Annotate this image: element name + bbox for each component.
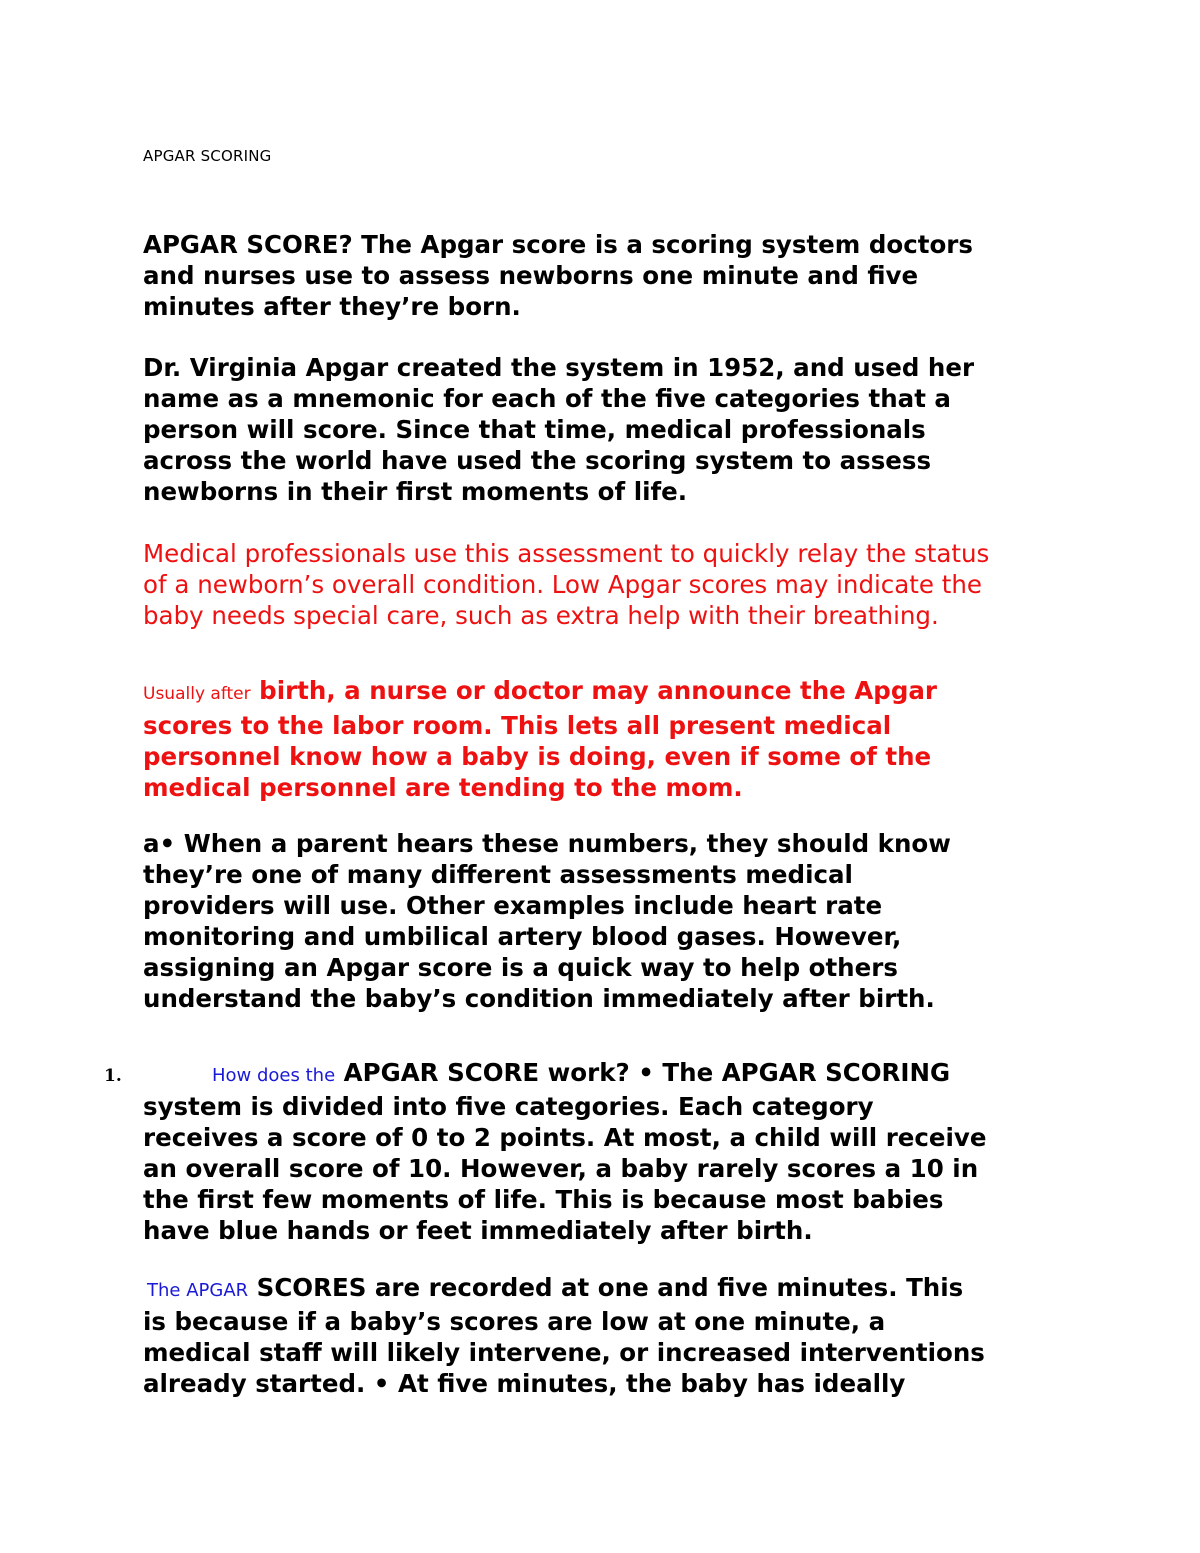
lead-text: Usually after <box>143 684 251 704</box>
line-text: APGAR SCORE work? • The APGAR SCORING <box>335 1058 951 1087</box>
text-line: system is divided into five categories. Each category <box>143 1092 874 1121</box>
paragraph-medical-professionals <box>143 538 1073 631</box>
text-line: an overall score of 10. However, a baby rarely scores a 10 in <box>143 1154 979 1183</box>
text-line: name as a mnemonic for each of the five categories that a <box>143 384 951 413</box>
text-line: minutes after they’re born. <box>143 292 521 321</box>
line-text: birth, a nurse or doctor may announce the Apgar <box>250 676 937 705</box>
text-line: baby needs special care, such as extra help with their breathing. <box>143 601 939 630</box>
text-line: personnel know how a baby is doing, even if some of the <box>143 742 932 771</box>
text-line: across the world have used the scoring system to assess <box>143 446 932 475</box>
text-line: Dr. Virginia Apgar created the system in 1952, and used her <box>143 353 975 382</box>
text-line: of a newborn’s overall condition. Low Apgar scores may indicate the <box>143 570 982 599</box>
text-line <box>143 675 1073 710</box>
text-line: have blue hands or feet immediately after birth. <box>143 1216 813 1245</box>
list-number: 1. <box>104 1066 122 1086</box>
paragraph-apgar-score-intro <box>143 229 1073 322</box>
paragraph-announce-scores <box>143 675 1073 803</box>
text-line: a• When a parent hears these numbers, they should know <box>143 829 951 858</box>
paragraph-scores-recorded <box>143 1272 1073 1399</box>
paragraph-virginia-apgar <box>143 352 1073 507</box>
text-line: and nurses use to assess newborns one minute and five <box>143 261 919 290</box>
lead-text: The APGAR <box>147 1280 249 1301</box>
line-text: SCORES are recorded at one and five minutes. This <box>248 1273 964 1302</box>
lead-text: How does the <box>212 1065 336 1086</box>
text-line: they’re one of many different assessments medical <box>143 860 853 889</box>
text-line: assigning an Apgar score is a quick way to help others <box>143 953 898 982</box>
text-line: person will score. Since that time, medical professionals <box>143 415 926 444</box>
text-line: monitoring and umbilical artery blood gases. However, <box>143 922 902 951</box>
text-line: the first few moments of life. This is because most babies <box>143 1185 944 1214</box>
document-title: APGAR SCORING <box>143 147 272 165</box>
text-line: providers will use. Other examples include heart rate <box>143 891 883 920</box>
list-item-how-apgar-works <box>143 1057 1073 1246</box>
paragraph-parent-hears <box>143 828 1073 1014</box>
text-line <box>143 1057 1073 1091</box>
text-line: newborns in their first moments of life. <box>143 477 688 506</box>
text-line: receives a score of 0 to 2 points. At most, a child will receive <box>143 1123 987 1152</box>
text-line: scores to the labor room. This lets all present medical <box>143 711 892 740</box>
text-line: already started. • At five minutes, the baby has ideally <box>143 1369 906 1398</box>
text-line: APGAR SCORE? The Apgar score is a scoring system doctors <box>143 230 973 259</box>
text-line: medical staff will likely intervene, or increased interventions <box>143 1338 985 1367</box>
text-line: medical personnel are tending to the mom. <box>143 773 743 802</box>
text-line: understand the baby’s condition immediately after birth. <box>143 984 935 1013</box>
text-line: Medical professionals use this assessment to quickly relay the status <box>143 539 990 568</box>
text-line: is because if a baby’s scores are low at one minute, a <box>143 1307 886 1336</box>
text-line <box>143 1272 1073 1306</box>
